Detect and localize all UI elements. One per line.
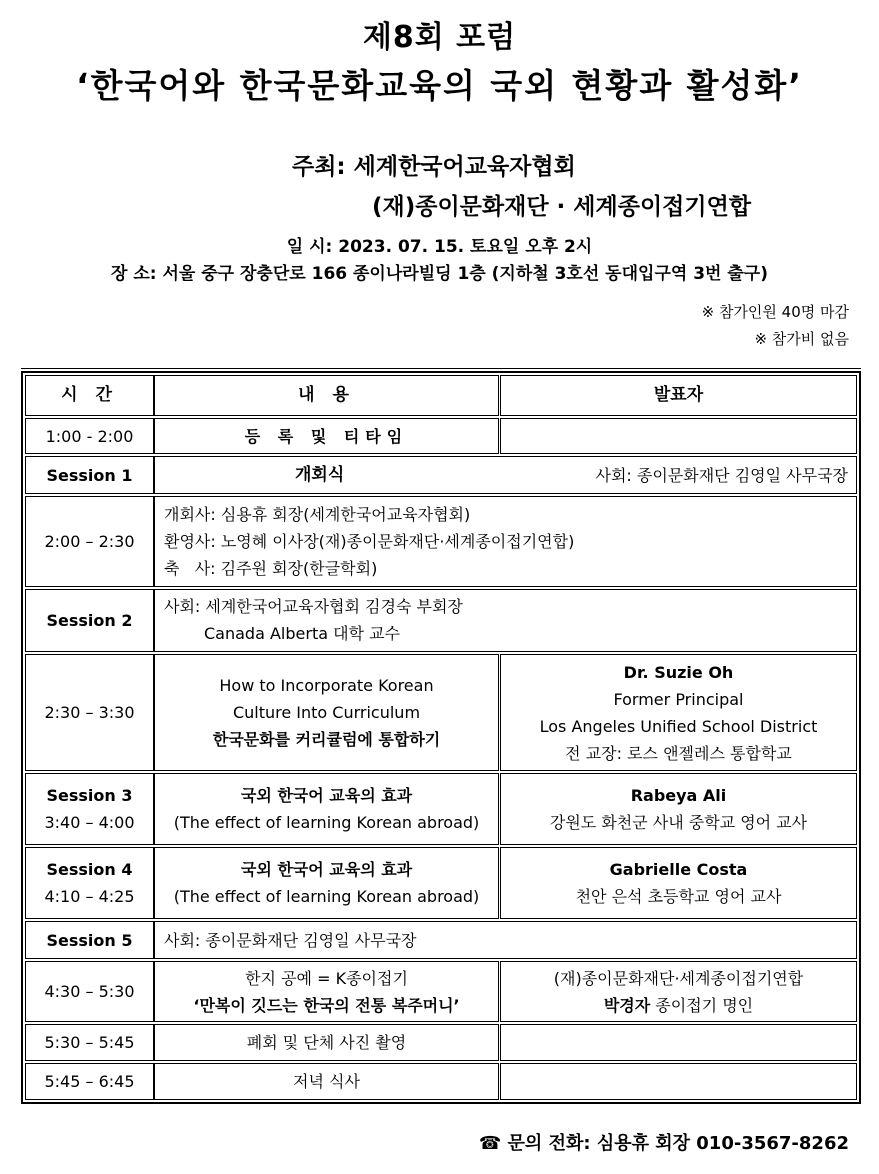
talk-2-content (154, 773, 499, 845)
session-5-label: Session 5 (25, 921, 154, 959)
talk-2-title-ko: 국외 한국어 교육의 효과 (240, 786, 413, 805)
presenter-role: 강원도 화천군 사내 중학교 영어 교사 (549, 813, 808, 832)
opening-speeches (154, 496, 857, 587)
table-row-time: 4:30 – 5:30 (25, 961, 154, 1022)
session-4-timeslot: 4:10 – 4:25 (44, 887, 135, 906)
presenter-name: Dr. Suzie Oh (623, 662, 734, 682)
presenter-name: 박경자 (603, 995, 651, 1015)
talk-4-presenter (500, 961, 857, 1022)
presenter-line (604, 992, 753, 1019)
host-line-1: 주최: 세계한국어교육자협회 (292, 154, 576, 180)
session-3-timeslot: 3:40 – 4:00 (44, 813, 135, 832)
talk-1-presenter (500, 654, 857, 771)
session-2-label: Session 2 (25, 589, 154, 652)
schedule-table (21, 371, 861, 1104)
forum-number: 제8회 포럼 (362, 20, 517, 55)
session-3-label: Session 3 (46, 786, 133, 805)
session-3-time (25, 773, 154, 845)
table-top-rule (21, 368, 861, 369)
talk-1-content (154, 654, 499, 771)
host-line-2: (재)종이문화재단 · 세계종이접기연합 (372, 194, 752, 220)
speech-congrats: 축 사: 김주원 회장(한글학회) (164, 559, 378, 578)
forum-title: ‘한국어와 한국문화교육의 국외 현황과 활성화’ (76, 66, 803, 105)
note-capacity: ※ 참가인원 40명 마감 (701, 303, 849, 321)
presenter-role: Former Principal (613, 689, 744, 709)
talk-1-title-en-2: Culture Into Curriculum (232, 703, 421, 722)
talk-4-content (154, 961, 499, 1022)
session-2-host (154, 589, 857, 652)
table-row-time: 1:00 - 2:00 (25, 418, 154, 454)
talk-2-title-en: (The effect of learning Korean abroad) (173, 813, 480, 832)
session-4-label: Session 4 (46, 860, 133, 879)
session-1-label: Session 1 (25, 456, 154, 494)
speech-opening: 개회사: 심용휴 회장(세계한국어교육자협회) (164, 505, 471, 524)
table-row-time: 5:45 – 6:45 (25, 1063, 154, 1100)
session-5-host: 사회: 종이문화재단 김영일 사무국장 (154, 921, 857, 959)
session-2-host-line: 사회: 세계한국어교육자협회 김경숙 부회장 (164, 597, 463, 616)
table-row-content: 등 록 및 티타임 (154, 418, 499, 454)
header-presenter: 발표자 (500, 375, 857, 416)
talk-2-presenter (500, 773, 857, 845)
presenter-org: Los Angeles Unified School District (539, 716, 818, 736)
talk-1-title-en-1: How to Incorporate Korean (219, 676, 434, 695)
talk-3-presenter (500, 847, 857, 919)
table-row-time: 5:30 – 5:45 (25, 1024, 154, 1061)
closing-content: 폐회 및 단체 사진 촬영 (154, 1024, 499, 1061)
speech-welcome: 환영사: 노영혜 이사장(재)종이문화재단·세계종이접기연합) (164, 532, 575, 551)
header-content: 내 용 (154, 375, 499, 416)
table-row-time: 2:30 – 3:30 (25, 654, 154, 771)
header-time: 시 간 (25, 375, 154, 416)
table-row-time: 2:00 – 2:30 (25, 496, 154, 587)
talk-1-title-ko: 한국문화를 커리큘럼에 통합하기 (212, 730, 441, 749)
event-date: 일 시: 2023. 07. 15. 토요일 오후 2시 (286, 237, 593, 257)
dinner-content: 저녁 식사 (154, 1063, 499, 1100)
talk-4-title: 한지 공예 = K종이접기 (245, 968, 408, 988)
presenter-name: Rabeya Ali (630, 786, 727, 805)
talk-3-title-en: (The effect of learning Korean abroad) (173, 887, 480, 906)
talk-4-subtitle: ‘만복이 깃드는 한국의 전통 복주머니’ (193, 995, 460, 1015)
contact-phone: ☎ 문의 전화: 심용휴 회장 010-3567-8262 (478, 1133, 849, 1154)
table-row-presenter (500, 1024, 857, 1061)
event-place: 장 소: 서울 중구 장충단로 166 종이나라빌딩 1층 (지하철 3호선 동대입구역 3번 출구) (111, 264, 768, 284)
presenter-role: 종이접기 명인 (650, 995, 754, 1015)
opening-ceremony: 개회식 (295, 465, 345, 485)
table-row-presenter (500, 1063, 857, 1100)
presenter-name: Gabrielle Costa (609, 860, 748, 879)
session-1-host: 사회: 종이문화재단 김영일 사무국장 (595, 466, 848, 485)
session-1-row (154, 456, 857, 494)
table-row-presenter (500, 418, 857, 454)
talk-3-title-ko: 국외 한국어 교육의 효과 (240, 860, 413, 879)
talk-3-content (154, 847, 499, 919)
presenter-role-ko: 전 교장: 로스 앤젤레스 통합학교 (565, 743, 792, 763)
note-fee: ※ 참가비 없음 (754, 330, 849, 348)
session-2-host-affiliation: Canada Alberta 대학 교수 (204, 624, 401, 643)
presenter-org: (재)종이문화재단·세계종이접기연합 (553, 968, 804, 988)
presenter-role: 천안 은석 초등학교 영어 교사 (575, 887, 782, 906)
session-4-time (25, 847, 154, 919)
